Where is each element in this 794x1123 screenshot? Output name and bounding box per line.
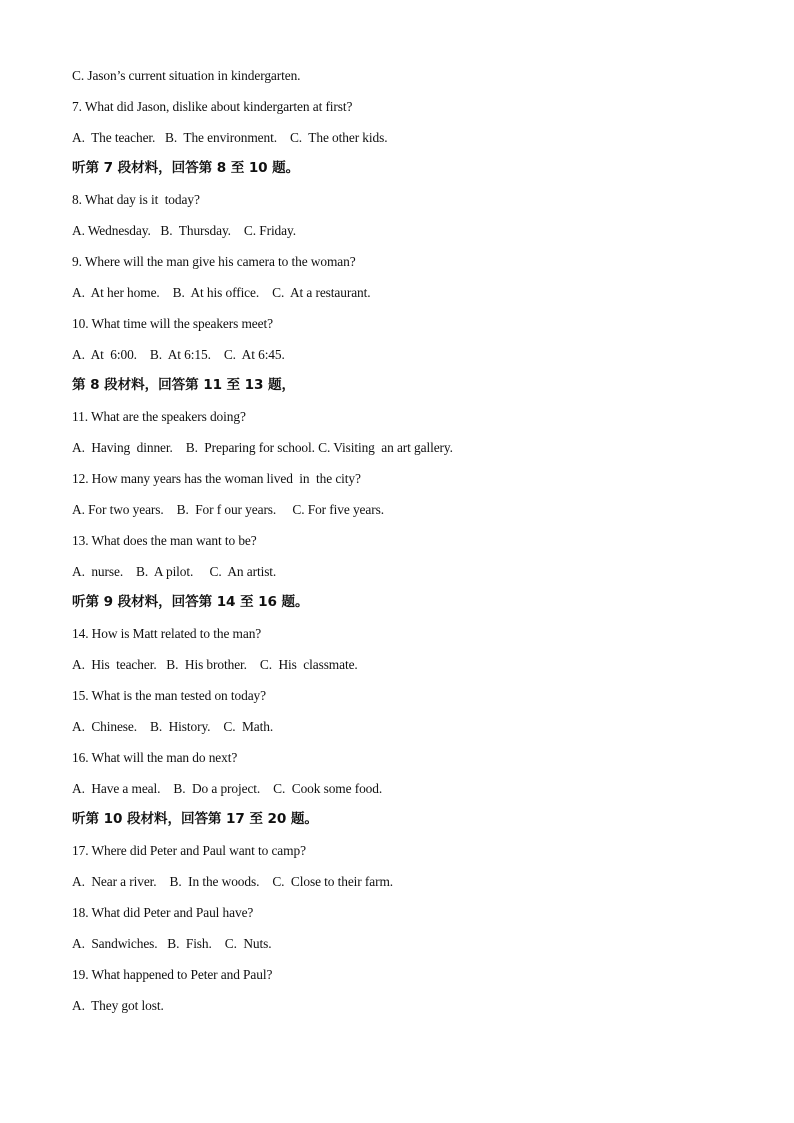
text-line: 15. What is the man tested on today? xyxy=(72,688,266,703)
text-line: 19. What happened to Peter and Paul? xyxy=(72,967,273,982)
text-line: A. nurse. B. A pilot. C. An artist. xyxy=(72,564,277,579)
text-line: 17. Where did Peter and Paul want to camp? xyxy=(72,843,306,858)
section-heading: 听第 7 段材料，回答第 8 至 10 题。 xyxy=(72,160,300,176)
section-heading: 听第 9 段材料，回答第 14 至 16 题。 xyxy=(72,594,309,610)
text-line: A. At her home. B. At his office. C. At a restaurant. xyxy=(72,285,371,300)
text-line: 8. What day is it today? xyxy=(72,192,200,207)
text-line: 11. What are the speakers doing? xyxy=(72,409,246,424)
text-line: A. Have a meal. B. Do a project. C. Cook some food. xyxy=(72,781,383,796)
text-line: 16. What will the man do next? xyxy=(72,750,238,765)
text-line: A. The teacher. B. The environment. C. The other kids. xyxy=(72,130,388,145)
text-line: A. Chinese. B. History. C. Math. xyxy=(72,719,274,734)
text-line: 14. How is Matt related to the man? xyxy=(72,626,262,641)
text-line: A. Wednesday. B. Thursday. C. Friday. xyxy=(72,223,296,238)
text-line: A. Having dinner. B. Preparing for school. C. Visiting an art gallery. xyxy=(72,440,453,455)
text-line: A. For two years. B. For f our years. C. For five years. xyxy=(72,502,384,517)
text-line: A. Near a river. B. In the woods. C. Close to their farm. xyxy=(72,874,394,889)
text-line: 9. Where will the man give his camera to the woman? xyxy=(72,254,356,269)
text-line: 7. What did Jason, dislike about kindergarten at first? xyxy=(72,99,353,114)
text-line: A. At 6:00. B. At 6:15. C. At 6:45. xyxy=(72,347,285,362)
section-heading: 第 8 段材料，回答第 11 至 13 题， xyxy=(72,377,296,393)
text-line: 12. How many years has the woman lived in the city? xyxy=(72,471,361,486)
text-line: A. His teacher. B. His brother. C. His classmate. xyxy=(72,657,358,672)
document-page xyxy=(72,65,752,1026)
text-line: A. They got lost. xyxy=(72,998,164,1013)
text-line: 10. What time will the speakers meet? xyxy=(72,316,273,331)
text-line: C. Jason’s current situation in kindergarten. xyxy=(72,68,301,83)
text-line: 18. What did Peter and Paul have? xyxy=(72,905,254,920)
text-line: 13. What does the man want to be? xyxy=(72,533,257,548)
section-heading: 听第 10 段材料，回答第 17 至 20 题。 xyxy=(72,811,318,827)
text-line: A. Sandwiches. B. Fish. C. Nuts. xyxy=(72,936,272,951)
